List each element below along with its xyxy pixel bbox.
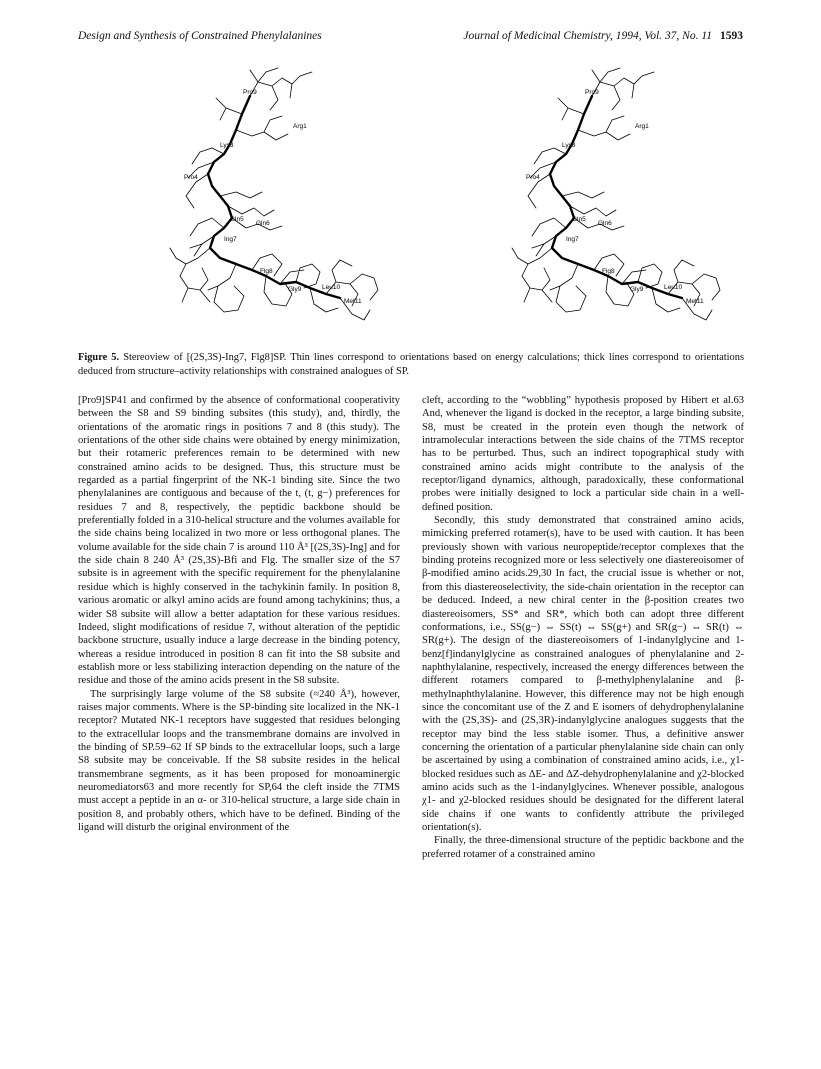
stereoview-figure — [140, 58, 760, 338]
stereoview-molecule-drawing — [140, 58, 760, 338]
residue-label: Ing7 — [224, 236, 237, 243]
figure-caption-label: Figure 5. — [78, 352, 120, 363]
residue-label: Arg1 — [293, 123, 307, 130]
residue-label: Pro4 — [184, 174, 198, 181]
paragraph: Finally, the three-dimensional structure of the peptidic backbone and the preferred rotamer of a constrained amino — [422, 835, 744, 860]
residue-label: Leu10 — [322, 284, 341, 291]
paragraph: Secondly, this study demonstrated that constrained amino acids, mimicking preferred rotamer(s), have to be used with caution. It has been previously shown with various neuropeptide/receptor complexes that the binding proteins recognized more or less selectively one diastereoisomer of β-modified amino acids.29,30 In fact, the crucial issue is whether or not, from this diastereoselectivity, the side-chain orientation in the receptor can be deduced. Indeed, a new chiral center in the β-position creates two diastereoisomers, SS* and SR*, which both can adopt three different conformations, i.e., SS(g−) ⇔ SS(t) ⇔ SS(g+) and SR(g−) ⇔ SR(t) ⇔ SR(g+). The design of the diastereoisomers of 1-indanylglycine and 1-benz[f]indanylglycine as constrained analogues of phenylalanine and 2-naphthylalanine, respectively, increased the energy differences between the different rotamers compared to β-methylphenylalanine and β-methylnaphthylalanine. However, this difference may not be high enough since the concomitant use of the Z and E isomers of dehydrophenylalanine with the (2S,3S)- and (2S,3R)-indanylglycine analogues suggests that the receptor may bind the less stable isomer. Thus, a definitive answer concerning the orientation of a particular phenylalanine side chain can only be ascertained by using a combination of constrained amino acids, i.e., χ1-blocked residues such as ΔE- and ΔZ-dehydrophenylalanine and χ2-blocked amino acids such as the 1-indanylglycines. Whenever possible, analogous χ1- and χ2-blocked residues should be designated for the different lateral side chains if one wants to confidently attribute the privileged orientation(s). — [422, 515, 744, 833]
molecule-left-view — [170, 68, 378, 320]
molecule-right-view — [512, 68, 720, 320]
residue-label: Flg8 — [260, 268, 273, 275]
figure-caption — [78, 351, 744, 378]
running-head-journal — [463, 30, 743, 42]
residue-label: Pro9 — [243, 89, 257, 96]
residue-label: Met11 — [344, 298, 362, 305]
residue-label: Gly9 — [288, 286, 302, 293]
residue-label: Gln6 — [256, 220, 270, 227]
right-text-column — [422, 394, 744, 861]
running-head — [78, 30, 743, 46]
running-head-title: Design and Synthesis of Constrained Phenylalanines — [78, 30, 322, 42]
journal-citation: Journal of Medicinal Chemistry, 1994, Vol. 37, No. 11 — [463, 30, 712, 42]
residue-label: Lys3 — [220, 142, 234, 149]
figure-caption-text: Stereoview of [(2S,3S)-Ing7, Flg8]SP. Thin lines correspond to orientations based on energy calculations; thick lines correspond to orientations deduced from structure–activity relationships with constrained analogues of SP. — [78, 352, 744, 377]
paragraph: cleft, according to the “wobbling” hypothesis proposed by Hibert et al.63 And, whenever the ligand is docked in the receptor, a large binding subsite, S8, must be created in the protein even though the network of intramolecular interactions between the side chains of the 7TMS receptor has to be perturbed. Thus, such an indirect topographical study with constrained amino acids might contribute to the analysis of the receptor/ligand dynamics, although, paradoxically, these conformational probes were initially designed to lock a particular side chain in a well-defined position. — [422, 395, 744, 513]
paragraph: The surprisingly large volume of the S8 subsite (≈240 Å³), however, raises major comments. Where is the SP-binding site localized in the NK-1 receptor? Mutated NK-1 receptors have suggested that residues belonging to the extracellular loops and the transmembrane domains are involved in the binding of SP.59–62 If SP binds to the extracellular loops, such a large S8 subsite may be conceivable. If the S8 subsite resides in the helical transmembrane segments, as it has been proposed for monoaminergic neuromediators63 and more recently for SP,64 the cleft inside the 7TMS must accept a peptide in an α- or 310-helical structure, a large side chain in position 8, and probably others, which have to be defined. Binding of the ligand will disturb the original environment of the — [78, 688, 400, 833]
left-text-column — [78, 394, 400, 834]
residue-label: Gln5 — [230, 216, 244, 223]
paragraph: [Pro9]SP41 and confirmed by the absence of conformational cooperativity between the S8 and S9 binding subsites (this study), and, thirdly, the orientations of the aromatic rings in positions 7 and 8 (this study). The orientations of the other side chains were obtained by energy minimization, but their rotameric preferences remain to be determined with new constrained amino acids to be designed. Thus, this structure must be regarded as a partial fingerprint of the NK-1 binding site. Since the two phenylalanines are contiguous and because of the t, (t, g−) preferences for residues 7 and 8, respectively, the peptidic backbone should be preferentially folded in a 310-helical structure and the volumes available for the side chains being localized in two more or less orthogonal planes. The volume available for the side chain 7 is around 110 Å³ [(2S,3S)-Ing] and for the side chain 8 240 Å³ (2S,3S)-Bfi and Flg. The smaller size of the S7 subsite is in agreement with the specific requirement for the phenylalanine residue which is highly conserved in the tachykinin family. In position 8, various aromatic or alkyl amino acids are found among tachykinins; thus, a wider S8 subsite will allow a better adaptation for these various residues. Indeed, slight modifications of residue 7, without alteration of the peptidic backbone structure, usually induce a large decrease in the binding potency, whereas a residue introduced in position 8 can fit into the S8 subsite and establish more or less stabilizing interaction depending on the nature of the residue and those of the amino acids present in the S8 subsite. — [78, 395, 400, 687]
page-number: 1593 — [720, 30, 743, 42]
